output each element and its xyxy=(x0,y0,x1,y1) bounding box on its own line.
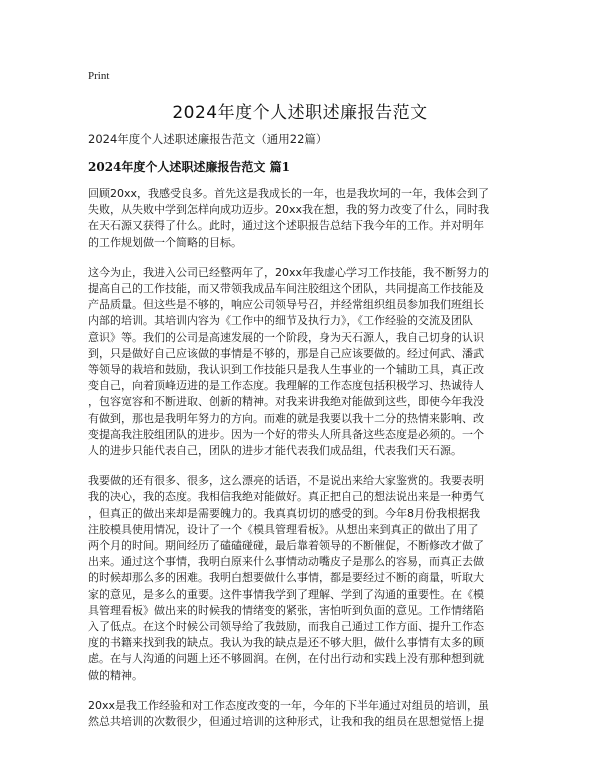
page-title: 2024年度个人述职述廉报告范文 xyxy=(172,103,428,123)
paragraph-1: 回顾20xx，我感受良多。首先这是我成长的一年，也是我坎坷的一年，我体会到了 失败，从失败中学到怎样向成功迈步。20xx我在想，我的努力改变了什么，同时我 在天石源又获得了什么。此时，通过这个述职报告总结下我今年的工作。并对明年 的工作规划做一个简略的目标。 xyxy=(88,187,490,249)
print-label: Print xyxy=(88,70,110,82)
body-text xyxy=(88,186,514,744)
paragraph-2: 这今为止，我进入公司已经整两年了，20xx年我虚心学习工作技能，我不断努力的 提高自己的工作技能，而又带领我成品车间注胶组这个团队，共同提高工作技能及 产品质量。但这些是不够的，响应公司领导号召，并经常组织组员参加我们班组长 内部的培训。其培训内容为《工作中的细节及执行力》，《工作经验的交流及团队 意识》等。我们的公司是高速发展的一个阶段，身为天石源人，我自己切身的认识 到，只是做好自己应该做的事情是不够的，那是自己应该要做的。经过何武、潘武 等领导的栽培和鼓励，我认识到工作技能只是我人生事业的一个辅助工具，真正改 变自己，向着顶峰迈进的是工作态度。我理解的工作态度包括积极学习、热诚待人 ，包容宽容和不断进取、创新的精神。对我来讲我绝对能做到这些，即使今年我没 有做到，那也是我明年努力的方向。而难的就是我要以我十二分的热情来影响、改 变提高我注胶组团队的进步。因为一个好的带头人所具备这些态度是必须的。一个 人的进步只能代表自己，团队的进步才能代表我们成品组，代表我们天石源。 xyxy=(88,265,490,458)
paragraph-3: 我要做的还有很多、很多，这么漂亮的话语，不是说出来给大家鉴赏的。我要表明 我的决心，我的态度。我相信我绝对能做好。真正把自己的想法说出来是一种勇气 ，但真正的做出来却是需要魄力的。我真真切切的感受的到。今年8月份我根据我 注胶模具使用情况，设计了一个《模具管理看板》。从想出来到真正的做出了用了 两个月的时间。期间经历了磕磕碰碰，最后靠着领导的不断催促，不断修改才做了 出来。通过这个事情，我明白原来什么事情动动嘴皮子是那么的容易，而真正去做 的时候却那么多的困难。我明白想要做什么事情，都是要经过不断的商量，听取大 家的意见，是多么的重要。这件事情我学到了理解、学到了沟通的重要性。在《模 具管理看板》做出来的时候我的情绪变的紧张，害怕听到负面的意见。工作情绪陷 入了低点。在这个时候公司领导给了我鼓励，而我自己通过工作方面、提升工作态 度的书籍来找到我的缺点。我认为我的缺点是还不够大胆，做什么事情有太多的顾 虑。在与人沟通的问题上还不够圆润。在例，在付出行动和实践上没有那种想到就 做的精神。 xyxy=(88,474,484,682)
paragraph-4: 20xx是我工作经验和对工作态度改变的一年，今年的下半年通过对组员的培训，虽 然总共培训的次数很少，但通过培训的这种形式，让我和我的组员在思想觉悟上提 xyxy=(88,698,490,729)
section-heading: 2024年度个人述职述廉报告范文 篇1 xyxy=(88,160,290,174)
document-subtitle: 2024年度个人述职述廉报告范文（通用22篇） xyxy=(88,132,328,146)
